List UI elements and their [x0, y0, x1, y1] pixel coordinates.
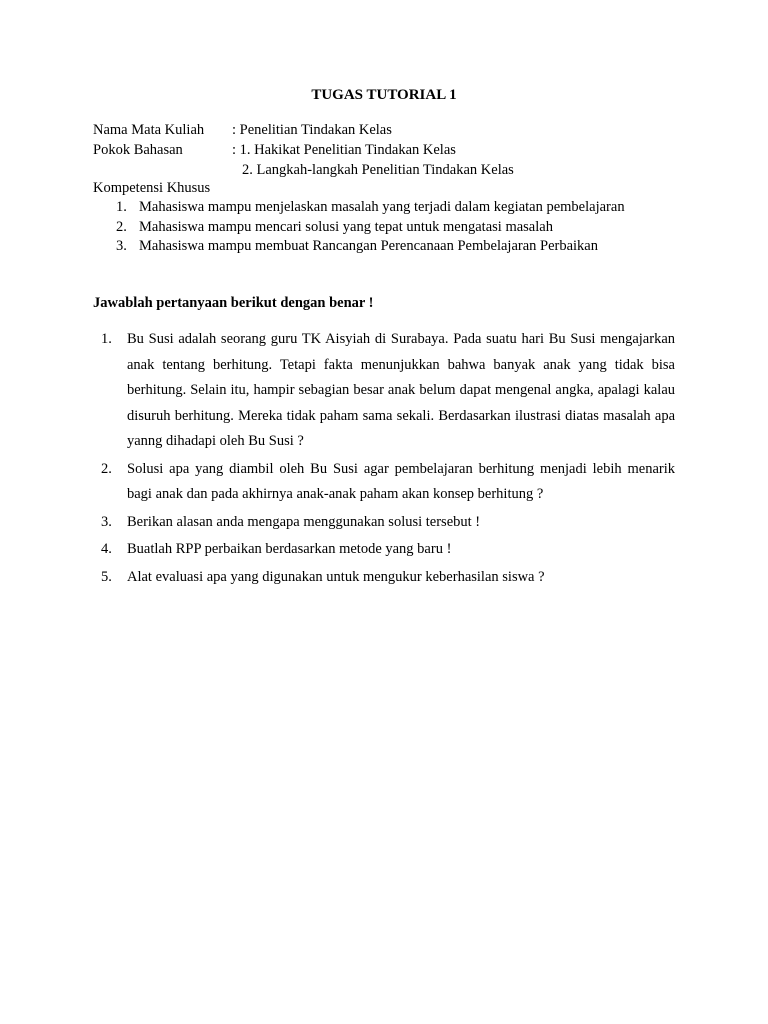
kompetensi-text: Mahasiswa mampu menjelaskan masalah yang terjadi dalam kegiatan pembelajaran — [139, 199, 625, 215]
kompetensi-number: 3. — [116, 238, 127, 254]
kompetensi-text: Mahasiswa mampu mencari solusi yang tepat untuk mengatasi masalah — [139, 218, 553, 235]
kompetensi-number: 2. — [116, 218, 127, 235]
course-row — [93, 120, 693, 140]
question-number: 1. — [101, 331, 112, 347]
course-label: Nama Mata Kuliah — [93, 122, 205, 138]
kompetensi-number: 1. — [116, 199, 127, 215]
kompetensi-item — [93, 198, 713, 218]
document-title: TUGAS TUTORIAL 1 — [311, 87, 457, 103]
question-text: Bu Susi adalah seorang guru TK Aisyiah di Surabaya. Pada suatu hari Bu Susi mengajarkan anak tentang berhitung. Tetapi fakta menunjukkan bahwa banyak anak yang tidak bisa berhitung. Selain itu, hampir sebagian besar anak belum dapat mengenal angka, apalagi kalau disuruh berhitung. Mereka tidak paham sama sekali. Berdasarkan ilustrasi diatas masalah apa yanng dihadapi oleh Bu Susi ? — [127, 331, 675, 449]
question-item — [93, 565, 675, 591]
topic-label: Pokok Bahasan — [93, 142, 183, 158]
question-item — [93, 537, 675, 563]
question-text: Solusi apa yang diambil oleh Bu Susi agar pembelajaran berhitung menjadi lebih menarik bagi anak dan pada akhirnya anak-anak paham akan konsep berhitung ? — [127, 460, 675, 502]
question-list — [93, 327, 675, 592]
instruction-heading: Jawablah pertanyaan berikut dengan benar ! — [93, 295, 374, 311]
question-number: 2. — [101, 460, 112, 477]
topic-value-2: 2. Langkah-langkah Penelitian Tindakan Kelas — [242, 162, 514, 178]
question-number: 3. — [101, 513, 112, 530]
kompetensi-list — [93, 198, 713, 257]
question-text: Buatlah RPP perbaikan berdasarkan metode yang baru ! — [127, 541, 452, 557]
kompetensi-title: Kompetensi Khusus — [93, 180, 211, 196]
kompetensi-item — [93, 237, 713, 257]
topic-row-2 — [93, 160, 693, 180]
kompetensi-item — [93, 218, 713, 238]
question-item — [93, 327, 675, 455]
question-number: 4. — [101, 541, 112, 557]
course-value: : Penelitian Tindakan Kelas — [232, 122, 392, 138]
question-item — [93, 510, 675, 536]
topic-row — [93, 140, 693, 160]
question-text: Berikan alasan anda mengapa menggunakan solusi tersebut ! — [127, 513, 481, 530]
kompetensi-section — [93, 178, 713, 257]
question-item — [93, 457, 675, 508]
kompetensi-text: Mahasiswa mampu membuat Rancangan Perencanaan Pembelajaran Perbaikan — [139, 238, 598, 254]
question-number: 5. — [101, 568, 112, 585]
topic-value-1: : 1. Hakikat Penelitian Tindakan Kelas — [232, 142, 456, 158]
course-info — [93, 120, 693, 180]
question-text: Alat evaluasi apa yang digunakan untuk mengukur keberhasilan siswa ? — [127, 568, 545, 585]
